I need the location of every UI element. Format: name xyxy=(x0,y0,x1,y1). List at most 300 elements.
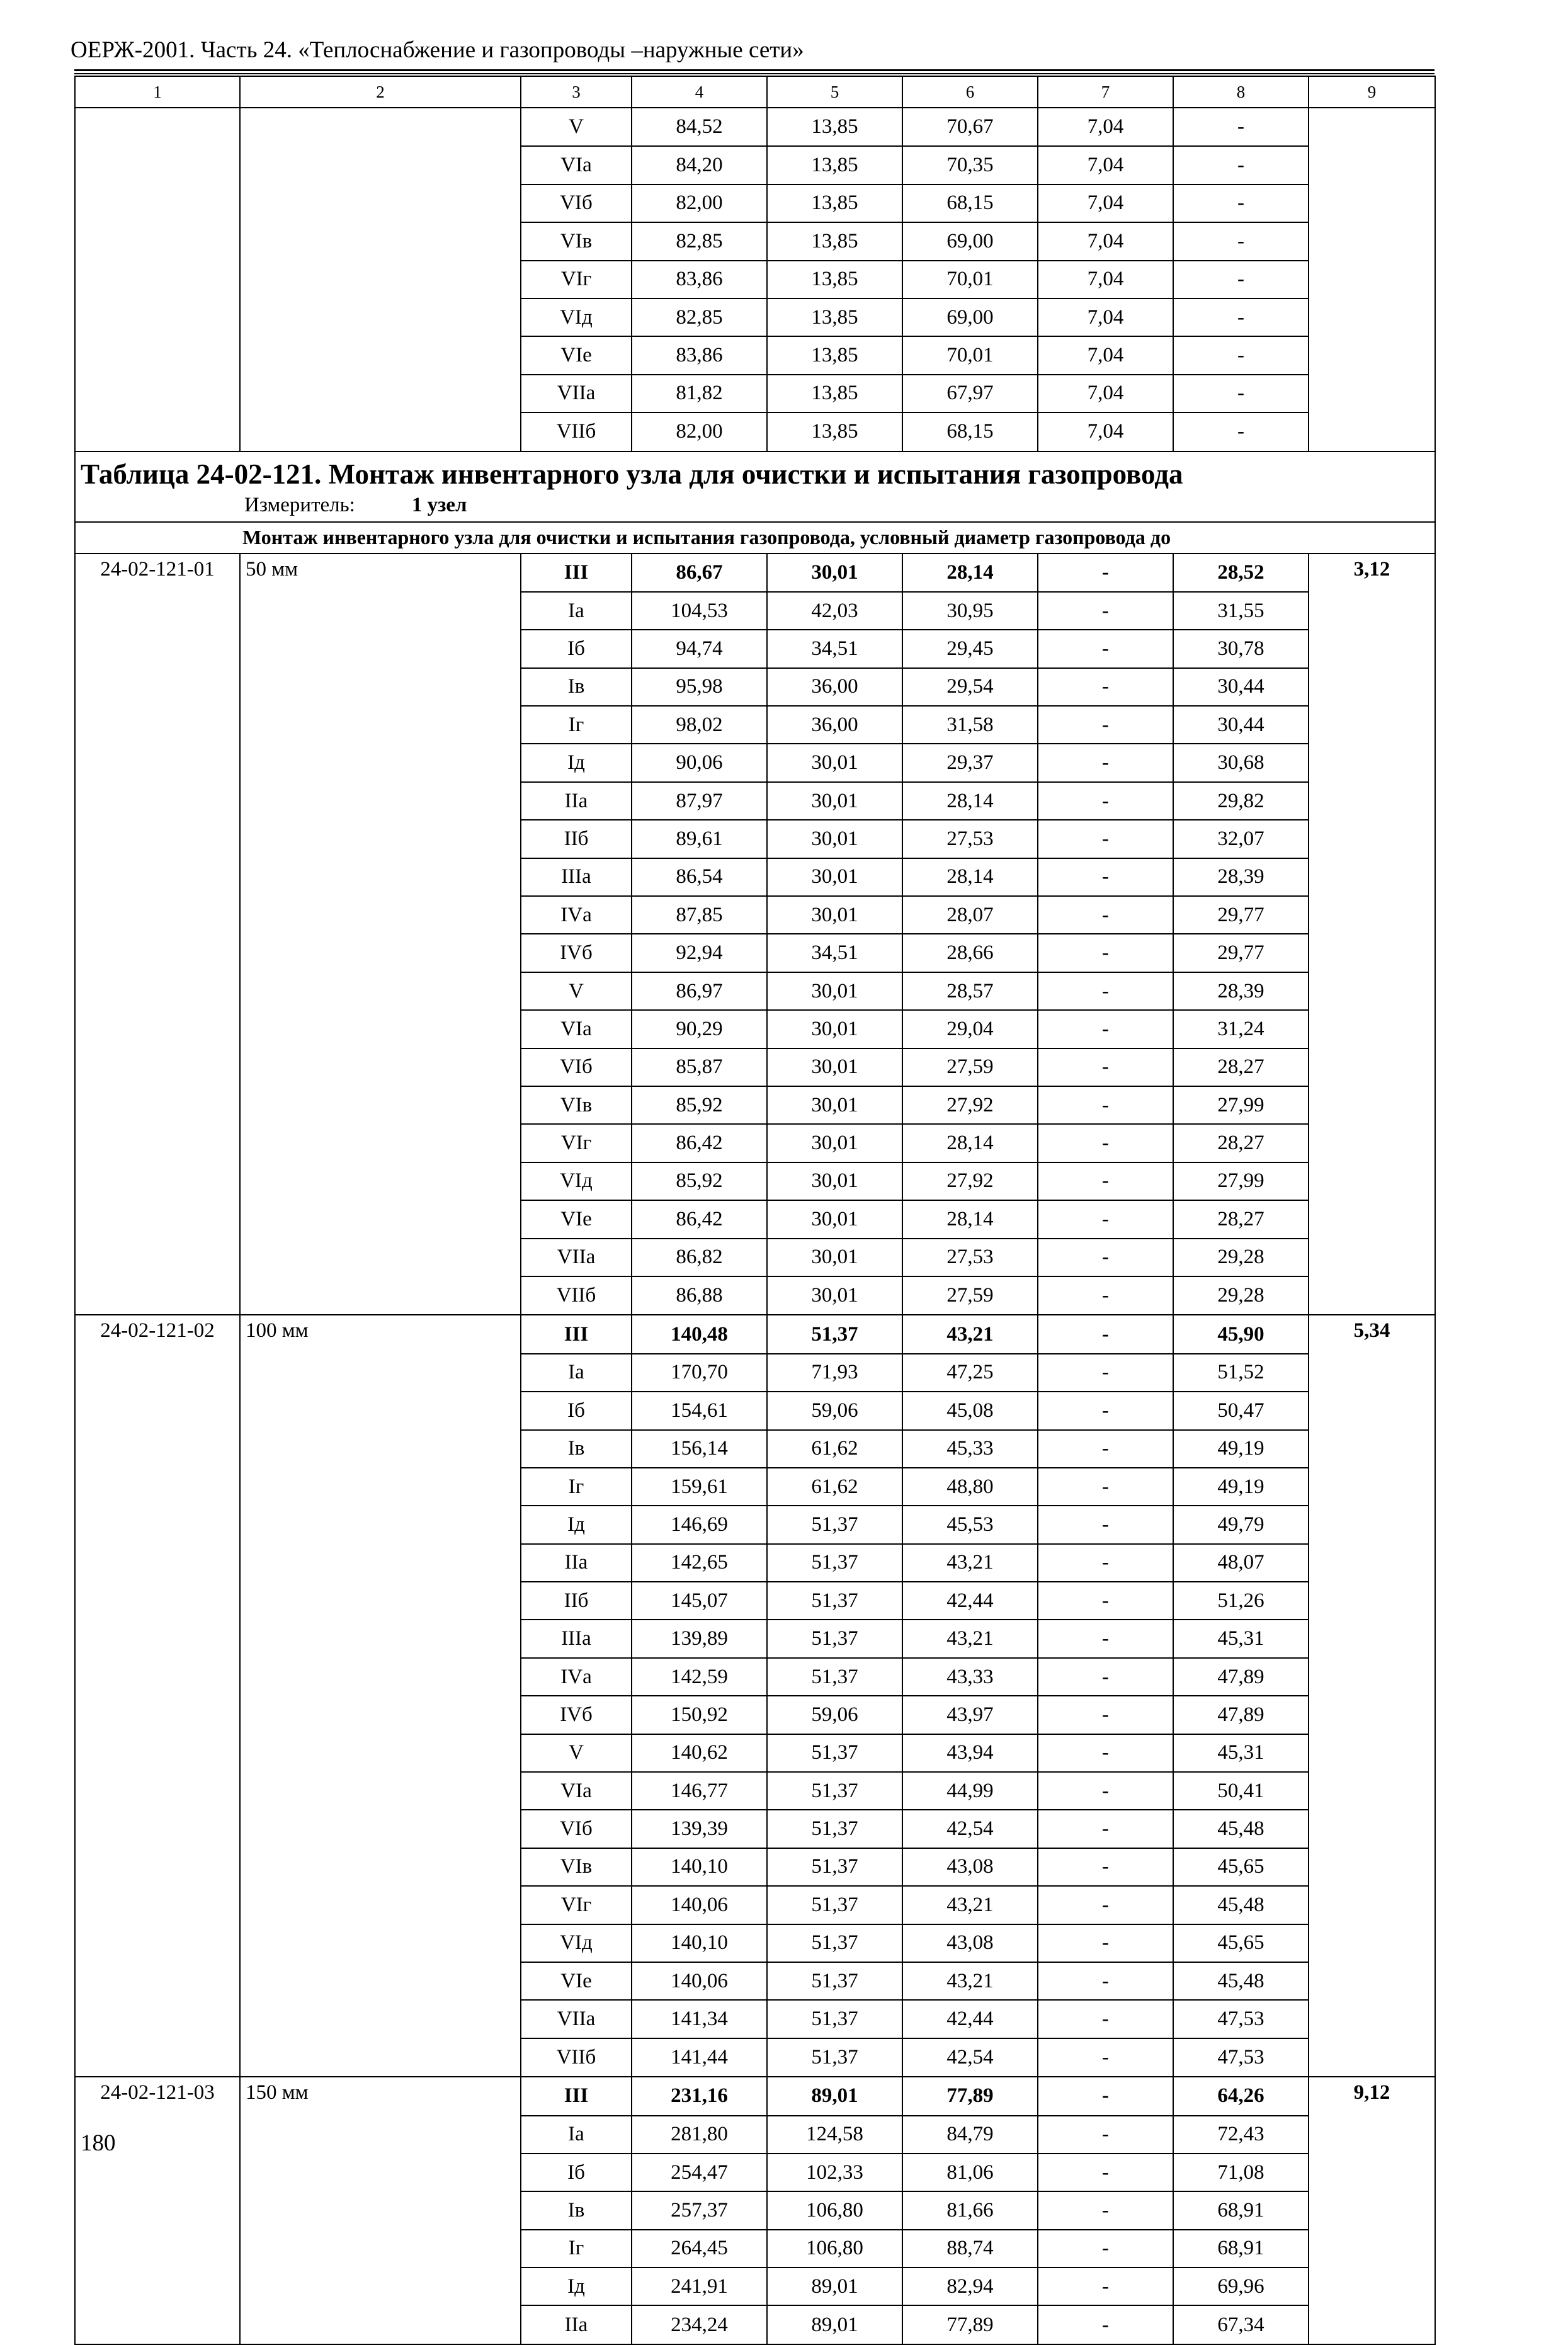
value-cell: 36,00 xyxy=(767,668,902,706)
value-cell: - xyxy=(1038,1924,1173,1962)
value-cell: 254,47 xyxy=(632,2154,767,2191)
value-cell: - xyxy=(1038,2305,1173,2344)
table-row xyxy=(75,1315,1435,1353)
value-cell: 59,06 xyxy=(767,1696,902,1734)
name-cell xyxy=(240,1354,521,1392)
table-row xyxy=(75,375,1435,412)
value-cell: 28,39 xyxy=(1173,858,1309,896)
value-cell: 42,03 xyxy=(767,592,902,630)
table-row xyxy=(75,1468,1435,1506)
value-cell: VIIб xyxy=(521,2038,632,2077)
value-cell: IIIа xyxy=(521,858,632,896)
value-cell: V xyxy=(521,1734,632,1772)
name-cell xyxy=(240,2000,521,2038)
col9-cell xyxy=(1309,298,1435,336)
value-cell: IIа xyxy=(521,782,632,820)
code-cell: 24-02-121-03 xyxy=(75,2077,240,2115)
name-cell xyxy=(240,1392,521,1429)
value-cell: IVа xyxy=(521,896,632,934)
code-cell xyxy=(75,2305,240,2344)
table-row xyxy=(75,934,1435,972)
value-cell: - xyxy=(1038,820,1173,858)
value-cell: 59,06 xyxy=(767,1392,902,1429)
value-cell: 42,54 xyxy=(902,1810,1038,1848)
code-cell xyxy=(75,858,240,896)
value-cell: 30,01 xyxy=(767,782,902,820)
value-cell: - xyxy=(1038,2230,1173,2268)
code-cell xyxy=(75,2191,240,2229)
value-cell: - xyxy=(1173,146,1309,184)
rates-table xyxy=(74,76,1436,2345)
subheading: Монтаж инвентарного узла для очистки и испытания газопровода, условный диаметр газопровода до xyxy=(75,522,1435,554)
value-cell: Iг xyxy=(521,706,632,744)
name-cell xyxy=(240,261,521,298)
col9-cell xyxy=(1309,1886,1435,1924)
value-cell: 51,37 xyxy=(767,1772,902,1810)
col9-cell xyxy=(1309,2268,1435,2305)
col9-cell xyxy=(1309,2230,1435,2268)
value-cell: 30,01 xyxy=(767,858,902,896)
value-cell: 43,21 xyxy=(902,1315,1038,1353)
value-cell: 43,33 xyxy=(902,1658,1038,1696)
table-row xyxy=(75,1734,1435,1772)
value-cell: 85,92 xyxy=(632,1086,767,1124)
value-cell: 49,19 xyxy=(1173,1468,1309,1506)
table-row xyxy=(75,2191,1435,2229)
table-row xyxy=(75,222,1435,260)
value-cell: Iд xyxy=(521,744,632,781)
value-cell: 106,80 xyxy=(767,2230,902,2268)
col9-cell xyxy=(1309,1124,1435,1162)
value-cell: 27,99 xyxy=(1173,1162,1309,1200)
column-number-cell: 8 xyxy=(1173,76,1309,108)
value-cell: 85,92 xyxy=(632,1162,767,1200)
code-cell xyxy=(75,1772,240,1810)
code-cell xyxy=(75,934,240,972)
value-cell: 30,01 xyxy=(767,896,902,934)
value-cell: 51,37 xyxy=(767,2038,902,2077)
table-row xyxy=(75,858,1435,896)
name-cell xyxy=(240,1658,521,1696)
table-row xyxy=(75,1506,1435,1543)
value-cell: 51,37 xyxy=(767,1658,902,1696)
value-cell: 94,74 xyxy=(632,630,767,667)
value-cell: - xyxy=(1038,782,1173,820)
col9-cell: 9,12 xyxy=(1309,2077,1435,2115)
value-cell: 7,04 xyxy=(1038,261,1173,298)
value-cell: 7,04 xyxy=(1038,298,1173,336)
value-cell: VIа xyxy=(521,1010,632,1048)
value-cell: 43,21 xyxy=(902,1620,1038,1657)
col9-cell xyxy=(1309,706,1435,744)
value-cell: 45,08 xyxy=(902,1392,1038,1429)
name-cell xyxy=(240,375,521,412)
name-cell xyxy=(240,1048,521,1086)
value-cell: VIд xyxy=(521,1924,632,1962)
name-cell xyxy=(240,706,521,744)
value-cell: 27,53 xyxy=(902,1239,1038,1276)
subheading-row xyxy=(75,522,1435,554)
value-cell: IIб xyxy=(521,820,632,858)
table-row xyxy=(75,1124,1435,1162)
value-cell: VIIб xyxy=(521,1276,632,1315)
value-cell: 64,26 xyxy=(1173,2077,1309,2115)
value-cell: 82,85 xyxy=(632,298,767,336)
value-cell: - xyxy=(1038,1354,1173,1392)
table-row xyxy=(75,896,1435,934)
value-cell: - xyxy=(1038,896,1173,934)
value-cell: 13,85 xyxy=(767,261,902,298)
value-cell: 90,06 xyxy=(632,744,767,781)
col9-cell xyxy=(1309,858,1435,896)
value-cell: 30,01 xyxy=(767,1010,902,1048)
column-number-cell: 1 xyxy=(75,76,240,108)
value-cell: 27,99 xyxy=(1173,1086,1309,1124)
header-rule-thin xyxy=(74,73,1434,74)
value-cell: - xyxy=(1038,1848,1173,1886)
value-cell: VIе xyxy=(521,336,632,374)
value-cell: 51,37 xyxy=(767,1582,902,1620)
value-cell: 34,51 xyxy=(767,934,902,972)
value-cell: Iг xyxy=(521,1468,632,1506)
value-cell: 150,92 xyxy=(632,1696,767,1734)
table-row xyxy=(75,1276,1435,1315)
value-cell: 68,91 xyxy=(1173,2230,1309,2268)
value-cell: 13,85 xyxy=(767,108,902,146)
value-cell: - xyxy=(1038,706,1173,744)
value-cell: 30,01 xyxy=(767,972,902,1010)
table-row xyxy=(75,554,1435,592)
meter-value: 1 узел xyxy=(411,493,467,516)
value-cell: 70,01 xyxy=(902,336,1038,374)
value-cell: 45,90 xyxy=(1173,1315,1309,1353)
code-cell xyxy=(75,668,240,706)
value-cell: 140,62 xyxy=(632,1734,767,1772)
col9-cell xyxy=(1309,1354,1435,1392)
col9-cell xyxy=(1309,1962,1435,2000)
value-cell: - xyxy=(1038,1544,1173,1582)
code-cell xyxy=(75,1239,240,1276)
value-cell: - xyxy=(1038,1200,1173,1238)
value-cell: 31,55 xyxy=(1173,592,1309,630)
value-cell: 71,08 xyxy=(1173,2154,1309,2191)
name-cell xyxy=(240,1886,521,1924)
value-cell: 72,43 xyxy=(1173,2116,1309,2154)
value-cell: 7,04 xyxy=(1038,108,1173,146)
value-cell: 28,14 xyxy=(902,1200,1038,1238)
value-cell: 50,41 xyxy=(1173,1772,1309,1810)
value-cell: - xyxy=(1038,2116,1173,2154)
value-cell: 89,01 xyxy=(767,2077,902,2115)
name-cell xyxy=(240,744,521,781)
value-cell: 257,37 xyxy=(632,2191,767,2229)
value-cell: - xyxy=(1038,554,1173,592)
value-cell: 30,01 xyxy=(767,1276,902,1315)
col9-cell xyxy=(1309,934,1435,972)
value-cell: 29,54 xyxy=(902,668,1038,706)
table-row xyxy=(75,2000,1435,2038)
value-cell: 51,37 xyxy=(767,1315,902,1353)
table-row xyxy=(75,336,1435,374)
value-cell: VIе xyxy=(521,1200,632,1238)
value-cell: 146,77 xyxy=(632,1772,767,1810)
name-cell xyxy=(240,1962,521,2000)
col9-cell xyxy=(1309,108,1435,146)
name-cell xyxy=(240,1620,521,1657)
name-cell xyxy=(240,1124,521,1162)
code-cell xyxy=(75,146,240,184)
value-cell: 30,01 xyxy=(767,1162,902,1200)
value-cell: 68,15 xyxy=(902,412,1038,451)
name-cell xyxy=(240,668,521,706)
value-cell: - xyxy=(1038,2268,1173,2305)
header-rule xyxy=(74,69,1434,71)
value-cell: - xyxy=(1038,972,1173,1010)
code-cell xyxy=(75,820,240,858)
value-cell: - xyxy=(1038,1810,1173,1848)
name-cell xyxy=(240,1696,521,1734)
value-cell: 84,79 xyxy=(902,2116,1038,2154)
value-cell: 71,93 xyxy=(767,1354,902,1392)
value-cell: 70,35 xyxy=(902,146,1038,184)
table-row xyxy=(75,592,1435,630)
value-cell: - xyxy=(1038,2000,1173,2038)
value-cell: VIа xyxy=(521,146,632,184)
value-cell: IVб xyxy=(521,1696,632,1734)
col9-cell xyxy=(1309,146,1435,184)
value-cell: 231,16 xyxy=(632,2077,767,2115)
code-cell xyxy=(75,1886,240,1924)
value-cell: 84,20 xyxy=(632,146,767,184)
value-cell: Iа xyxy=(521,2116,632,2154)
value-cell: Iд xyxy=(521,1506,632,1543)
code-cell xyxy=(75,744,240,781)
value-cell: 86,54 xyxy=(632,858,767,896)
value-cell: - xyxy=(1038,1276,1173,1315)
value-cell: 27,92 xyxy=(902,1162,1038,1200)
col9-cell xyxy=(1309,2038,1435,2077)
value-cell: - xyxy=(1038,1315,1173,1353)
value-cell: 61,62 xyxy=(767,1430,902,1468)
code-cell xyxy=(75,185,240,222)
col9-cell: 3,12 xyxy=(1309,554,1435,592)
value-cell: 43,21 xyxy=(902,1962,1038,2000)
name-cell xyxy=(240,185,521,222)
col9-cell xyxy=(1309,1924,1435,1962)
value-cell: 13,85 xyxy=(767,336,902,374)
table-row xyxy=(75,972,1435,1010)
code-cell xyxy=(75,706,240,744)
value-cell: 27,53 xyxy=(902,820,1038,858)
value-cell: 51,37 xyxy=(767,1924,902,1962)
code-cell: 24-02-121-02 xyxy=(75,1315,240,1353)
value-cell: 28,66 xyxy=(902,934,1038,972)
value-cell: 28,14 xyxy=(902,554,1038,592)
col9-cell xyxy=(1309,668,1435,706)
value-cell: Iд xyxy=(521,2268,632,2305)
value-cell: 13,85 xyxy=(767,412,902,451)
col9-cell xyxy=(1309,375,1435,412)
value-cell: 50,47 xyxy=(1173,1392,1309,1429)
value-cell: - xyxy=(1173,185,1309,222)
col9-cell xyxy=(1309,412,1435,451)
code-cell xyxy=(75,896,240,934)
code-cell xyxy=(75,375,240,412)
col9-cell xyxy=(1309,896,1435,934)
col9-cell xyxy=(1309,2154,1435,2191)
col9-cell xyxy=(1309,1772,1435,1810)
value-cell: Iб xyxy=(521,2154,632,2191)
col9-cell xyxy=(1309,1848,1435,1886)
value-cell: - xyxy=(1038,934,1173,972)
value-cell: 45,65 xyxy=(1173,1848,1309,1886)
value-cell: - xyxy=(1038,1124,1173,1162)
col9-cell xyxy=(1309,336,1435,374)
table-row xyxy=(75,2038,1435,2077)
value-cell: 30,01 xyxy=(767,1124,902,1162)
rates-table-body xyxy=(75,76,1435,2344)
value-cell: VIд xyxy=(521,298,632,336)
value-cell: VIд xyxy=(521,1162,632,1200)
value-cell: - xyxy=(1038,858,1173,896)
value-cell: 28,14 xyxy=(902,1124,1038,1162)
value-cell: 28,27 xyxy=(1173,1200,1309,1238)
value-cell: 13,85 xyxy=(767,146,902,184)
value-cell: 104,53 xyxy=(632,592,767,630)
value-cell: IIIа xyxy=(521,1620,632,1657)
name-cell xyxy=(240,108,521,146)
value-cell: 170,70 xyxy=(632,1354,767,1392)
value-cell: Iб xyxy=(521,1392,632,1429)
value-cell: 86,88 xyxy=(632,1276,767,1315)
value-cell: 27,59 xyxy=(902,1276,1038,1315)
table-row xyxy=(75,1848,1435,1886)
column-number-cell: 4 xyxy=(632,76,767,108)
value-cell: VIв xyxy=(521,1086,632,1124)
value-cell: 281,80 xyxy=(632,2116,767,2154)
value-cell: VIе xyxy=(521,1962,632,2000)
value-cell: - xyxy=(1038,1086,1173,1124)
code-cell xyxy=(75,1124,240,1162)
column-number-cell: 2 xyxy=(240,76,521,108)
name-cell xyxy=(240,1468,521,1506)
page-header-title: ОЕРЖ-2001. Часть 24. «Теплоснабжение и газопроводы –наружные сети» xyxy=(71,37,804,63)
value-cell: 44,99 xyxy=(902,1772,1038,1810)
col9-cell xyxy=(1309,1506,1435,1543)
name-cell xyxy=(240,298,521,336)
name-cell xyxy=(240,2191,521,2229)
code-cell xyxy=(75,298,240,336)
col9-cell xyxy=(1309,185,1435,222)
value-cell: VIб xyxy=(521,185,632,222)
value-cell: 140,10 xyxy=(632,1924,767,1962)
code-cell xyxy=(75,1200,240,1238)
value-cell: 48,07 xyxy=(1173,1544,1309,1582)
value-cell: 31,58 xyxy=(902,706,1038,744)
value-cell: VIIб xyxy=(521,412,632,451)
value-cell: 68,91 xyxy=(1173,2191,1309,2229)
name-cell xyxy=(240,1772,521,1810)
value-cell: - xyxy=(1173,336,1309,374)
col9-cell xyxy=(1309,1810,1435,1848)
value-cell: 47,25 xyxy=(902,1354,1038,1392)
value-cell: 81,82 xyxy=(632,375,767,412)
code-cell xyxy=(75,1544,240,1582)
name-cell xyxy=(240,1810,521,1848)
value-cell: - xyxy=(1038,1962,1173,2000)
value-cell: 146,69 xyxy=(632,1506,767,1543)
page-number: 180 xyxy=(81,2130,116,2156)
table-row xyxy=(75,744,1435,781)
value-cell: 32,07 xyxy=(1173,820,1309,858)
name-cell xyxy=(240,2268,521,2305)
table-row xyxy=(75,1544,1435,1582)
value-cell: 49,19 xyxy=(1173,1430,1309,1468)
table-row xyxy=(75,1354,1435,1392)
code-cell xyxy=(75,1010,240,1048)
value-cell: 90,29 xyxy=(632,1010,767,1048)
value-cell: 49,79 xyxy=(1173,1506,1309,1543)
value-cell: - xyxy=(1038,1696,1173,1734)
value-cell: 43,08 xyxy=(902,1924,1038,1962)
value-cell: 141,44 xyxy=(632,2038,767,2077)
value-cell: 159,61 xyxy=(632,1468,767,1506)
col9-cell xyxy=(1309,1392,1435,1429)
value-cell: 145,07 xyxy=(632,1582,767,1620)
value-cell: VIв xyxy=(521,1848,632,1886)
table-row xyxy=(75,1658,1435,1696)
name-cell xyxy=(240,1734,521,1772)
col9-cell xyxy=(1309,972,1435,1010)
name-cell xyxy=(240,2154,521,2191)
value-cell: 98,02 xyxy=(632,706,767,744)
value-cell: 30,01 xyxy=(767,820,902,858)
value-cell: Iв xyxy=(521,668,632,706)
value-cell: 124,58 xyxy=(767,2116,902,2154)
value-cell: 29,04 xyxy=(902,1010,1038,1048)
col9-cell xyxy=(1309,1200,1435,1238)
value-cell: 43,97 xyxy=(902,1696,1038,1734)
value-cell: 28,27 xyxy=(1173,1124,1309,1162)
table-row xyxy=(75,1772,1435,1810)
name-cell xyxy=(240,1506,521,1543)
name-cell xyxy=(240,2305,521,2344)
value-cell: V xyxy=(521,108,632,146)
col9-cell xyxy=(1309,1048,1435,1086)
table-row xyxy=(75,630,1435,667)
value-cell: 28,57 xyxy=(902,972,1038,1010)
code-cell xyxy=(75,2000,240,2038)
col9-cell xyxy=(1309,2116,1435,2154)
name-cell: 150 мм xyxy=(240,2077,521,2115)
column-number-cell: 6 xyxy=(902,76,1038,108)
value-cell: 29,45 xyxy=(902,630,1038,667)
value-cell: Iг xyxy=(521,2230,632,2268)
value-cell: IVб xyxy=(521,934,632,972)
name-cell xyxy=(240,782,521,820)
value-cell: 83,86 xyxy=(632,336,767,374)
meter-line xyxy=(81,492,1434,518)
value-cell: 13,85 xyxy=(767,375,902,412)
code-cell xyxy=(75,412,240,451)
value-cell: - xyxy=(1173,375,1309,412)
table-row xyxy=(75,1810,1435,1848)
value-cell: 77,89 xyxy=(902,2305,1038,2344)
value-cell: VIг xyxy=(521,261,632,298)
value-cell: 51,37 xyxy=(767,1810,902,1848)
code-cell xyxy=(75,1658,240,1696)
value-cell: 139,39 xyxy=(632,1810,767,1848)
